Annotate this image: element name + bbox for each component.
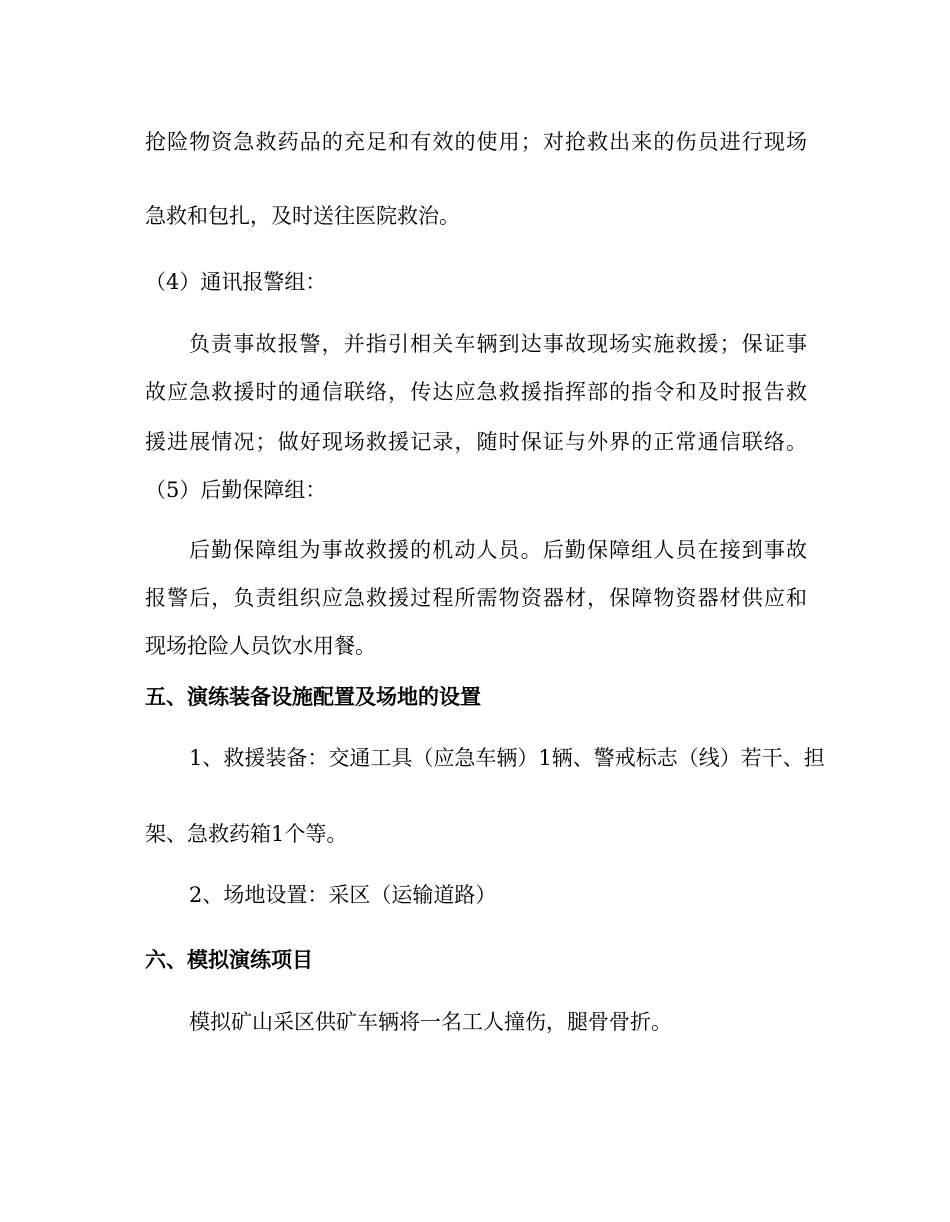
paragraph-line: 急救和包扎，及时送往医院救治。 — [145, 204, 460, 228]
paragraph-line: 1、救援装备：交通工具（应急车辆）1辆、警戒标志（线）若干、担 — [189, 746, 825, 770]
paragraph-line: 2、场地设置：采区（运输道路） — [189, 883, 497, 907]
paragraph-line: 报警后，负责组织应急救援过程所需物资器材，保障物资器材供应和 — [145, 586, 807, 610]
subsection-heading: （5）后勤保障组： — [145, 478, 327, 502]
paragraph-line: 援进展情况；做好现场救援记录，随时保证与外界的正常通信联络。 — [145, 430, 807, 454]
paragraph-line: 模拟矿山采区供矿车辆将一名工人撞伤，腿骨骨折。 — [189, 1010, 672, 1034]
paragraph-line: 故应急救援时的通信联络，传达应急救援指挥部的指令和及时报告救 — [145, 380, 807, 404]
paragraph-line: 抢险物资急救药品的充足和有效的使用；对抢救出来的伤员进行现场 — [145, 130, 807, 154]
paragraph-line: 后勤保障组为事故救援的机动人员。后勤保障组人员在接到事故 — [189, 538, 807, 562]
section-heading: 六、模拟演练项目 — [145, 947, 313, 972]
subsection-heading: （4）通讯报警组： — [145, 270, 327, 294]
paragraph-line: 负责事故报警，并指引相关车辆到达事故现场实施救援；保证事 — [189, 332, 807, 356]
section-heading: 五、演练装备设施配置及场地的设置 — [145, 684, 481, 709]
paragraph-line: 现场抢险人员饮水用餐。 — [145, 634, 376, 658]
paragraph-line: 架、急救药箱1个等。 — [145, 822, 348, 846]
